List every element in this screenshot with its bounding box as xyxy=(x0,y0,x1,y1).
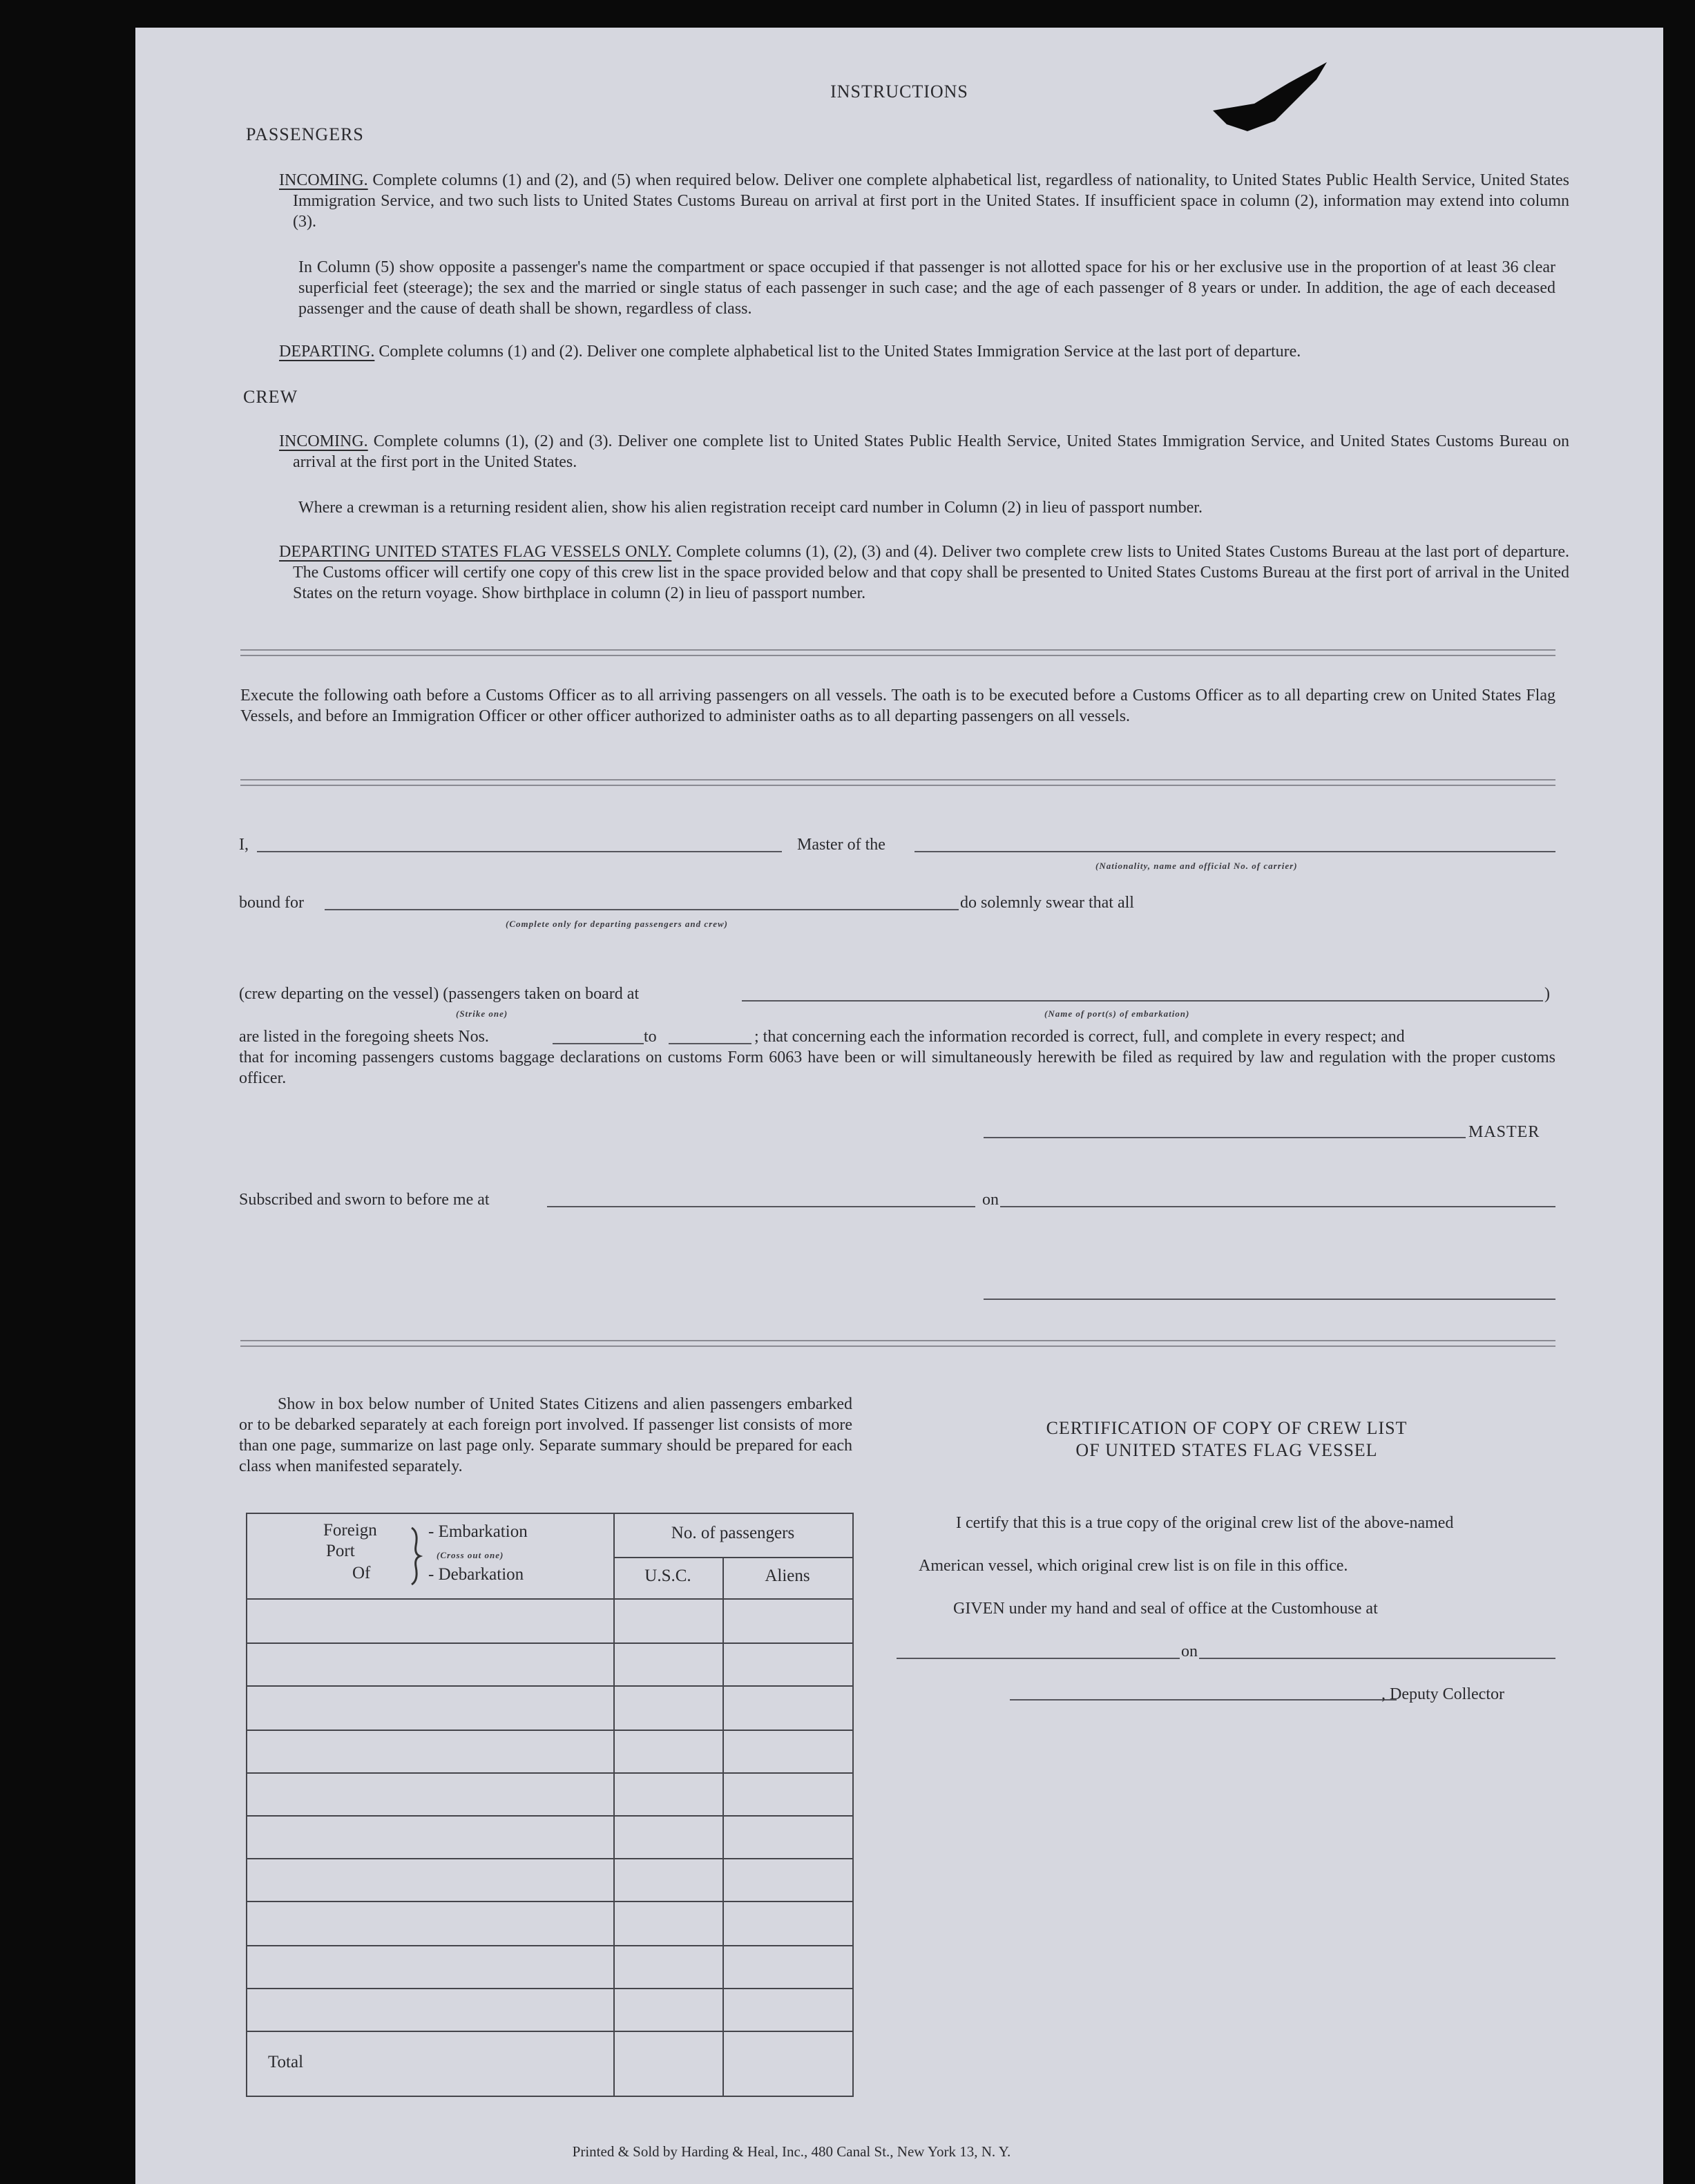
header-foreign: Foreign xyxy=(323,1521,377,1540)
certify-line-2: American vessel, which original crew list is on file in this office. xyxy=(919,1557,1348,1575)
nationality-caption: (Nationality, name and official No. of carrier) xyxy=(1095,861,1298,871)
given-text: GIVEN under my hand and seal of office at the Customhouse at xyxy=(953,1600,1378,1618)
master-name-field[interactable] xyxy=(257,851,782,852)
crew-passengers-text: (crew departing on the vessel) (passengers taken on board at xyxy=(239,985,640,1003)
master-signature-field[interactable] xyxy=(984,1137,1466,1138)
page-title: INSTRUCTIONS xyxy=(830,82,968,102)
crew-departing-label: DEPARTING UNITED STATES FLAG VESSELS ONLY. xyxy=(279,543,672,561)
header-port: Port xyxy=(326,1542,355,1560)
strike-one-caption: (Strike one) xyxy=(456,1008,508,1019)
table-row-line xyxy=(247,2031,852,2032)
table-row-line xyxy=(247,1815,852,1817)
crew-incoming-paragraph xyxy=(279,431,1569,472)
table-row-line xyxy=(247,1772,852,1774)
crew-incoming-text: Complete columns (1), (2) and (3). Deliver one complete list to United States Public Health Service, United States Immigration Service, and United States Customs Bureau on arrival at the first port in the United States. xyxy=(293,432,1569,471)
crew-departing-paragraph xyxy=(279,542,1569,604)
usc-header: U.S.C. xyxy=(644,1567,691,1585)
crew-crewman-paragraph: Where a crewman is a returning resident alien, show his alien registration receipt card number in Column (2) in lieu of passport number. xyxy=(298,499,1203,517)
certification-date-field[interactable] xyxy=(1199,1658,1555,1659)
sworn-place-field[interactable] xyxy=(547,1206,975,1207)
vessel-field[interactable] xyxy=(914,851,1555,852)
solemnly-swear-text: do solemnly swear that all xyxy=(960,894,1134,912)
debarkation-label: - Debarkation xyxy=(428,1565,524,1584)
listed-prefix: are listed in the foregoing sheets Nos. xyxy=(239,1028,489,1046)
sworn-date-field[interactable] xyxy=(1000,1206,1555,1207)
officer-signature-field[interactable] xyxy=(984,1299,1555,1300)
no-of-passengers-header: No. of passengers xyxy=(671,1524,795,1542)
printer-footer: Printed & Sold by Harding & Heal, Inc., 480 Canal St., New York 13, N. Y. xyxy=(572,2143,1011,2160)
table-row-line xyxy=(247,1901,852,1902)
certification-title-1: CERTIFICATION OF COPY OF CREW LIST xyxy=(1046,1418,1408,1438)
listed-to: to xyxy=(644,1028,657,1046)
oath-i-label: I, xyxy=(239,836,249,854)
aliens-header: Aliens xyxy=(765,1567,810,1585)
table-row-line xyxy=(247,1642,852,1644)
listed-suffix: ; that concerning each the information recorded is correct, full, and complete in every respect; and xyxy=(754,1028,1405,1046)
subscribed-label: Subscribed and sworn to before me at xyxy=(239,1191,490,1209)
embarkation-label: - Embarkation xyxy=(428,1522,528,1541)
passengers-departing-label: DEPARTING. xyxy=(279,343,375,361)
table-row-line xyxy=(247,1945,852,1946)
sworn-on-label: on xyxy=(982,1191,999,1209)
bound-for-field[interactable] xyxy=(325,909,959,910)
certification-on-label: on xyxy=(1181,1642,1198,1660)
oath-instructions: Execute the following oath before a Customs Officer as to all arriving passengers on all vessels. The oath is to be executed before a Customs Officer as to all departing crew on United States Flag Vessels, and before an Immigration Officer or other officer authorized to administer oaths as to all departing passengers on all vessels. xyxy=(240,687,1555,725)
table-row-line xyxy=(247,1598,852,1600)
bound-for-label: bound for xyxy=(239,894,304,912)
deputy-signature-field[interactable] xyxy=(1010,1699,1397,1701)
form-sheet xyxy=(135,28,1663,2184)
master-of-label: Master of the xyxy=(797,836,885,854)
sheet-to-field[interactable] xyxy=(669,1043,751,1044)
close-paren: ) xyxy=(1544,985,1550,1003)
table-divider xyxy=(613,1557,852,1558)
header-of: Of xyxy=(352,1564,371,1582)
passengers-heading: PASSENGERS xyxy=(246,124,364,144)
cross-out-caption: (Cross out one) xyxy=(437,1550,504,1560)
total-label: Total xyxy=(268,2053,304,2071)
table-row-line xyxy=(247,1858,852,1859)
crew-incoming-label: INCOMING. xyxy=(279,432,368,450)
certify-line-1: I certify that this is a true copy of the original crew list of the above-named xyxy=(956,1514,1454,1532)
section-divider xyxy=(240,779,1555,786)
complete-only-caption: (Complete only for departing passengers and crew) xyxy=(506,919,728,929)
section-divider xyxy=(240,1340,1555,1347)
table-divider xyxy=(722,1557,724,2096)
deputy-collector-label: , Deputy Collector xyxy=(1381,1685,1504,1703)
passengers-departing-paragraph xyxy=(279,341,1555,362)
table-row-line xyxy=(247,1730,852,1731)
sheet-from-field[interactable] xyxy=(553,1043,644,1044)
passengers-incoming-paragraph xyxy=(279,170,1569,232)
summary-instructions: Show in box below number of United States Citizens and alien passengers embarked or to be debarked separately at each foreign port involved. If passenger list consists of more than one page, summarize on last page only. Separate summary should be prepared for each class when manifested separately. xyxy=(239,1395,852,1475)
certification-title-2: OF UNITED STATES FLAG VESSEL xyxy=(1075,1440,1378,1460)
customhouse-field[interactable] xyxy=(897,1658,1180,1659)
brace-icon xyxy=(408,1525,424,1587)
passenger-summary-table xyxy=(246,1513,854,2097)
passengers-column5-paragraph: In Column (5) show opposite a passenger's name the compartment or space occupied if that passenger is not allotted space for his or her exclusive use in the proportion of at least 36 clear superficial feet (steerage); the sex and the married or single status of each passenger in such case; and the age of each passenger of 8 years or under. In addition, the age of each deceased passenger and the cause of death shall be shown, regardless of class. xyxy=(298,258,1555,318)
listed-rest: that for incoming passengers customs baggage declarations on customs Form 6063 have been or will simultaneously herewith be filed as required by law and regulation with the proper customs officer. xyxy=(239,1048,1555,1087)
passengers-incoming-text: Complete columns (1) and (2), and (5) when required below. Deliver one complete alphabetical list, regardless of nationality, to United States Public Health Service, United States Immigration Service, and two such lists to United States Customs Bureau on arrival at first port in the United States. If insufficient space in column (2), information may extend into column (3). xyxy=(293,171,1569,231)
master-signature-label: MASTER xyxy=(1468,1123,1540,1141)
crew-departing-text: Complete columns (1), (2), (3) and (4). Deliver two complete crew lists to United States Customs Bureau at the last port of departure. The Customs officer will certify one copy of this crew list in the space provided below and that copy shall be presented to United States Customs Bureau at the first port of arrival in the United States on the return voyage. Show birthplace in column (2) in lieu of passport number. xyxy=(293,543,1570,602)
passengers-incoming-label: INCOMING. xyxy=(279,171,368,189)
ports-caption: (Name of port(s) of embarkation) xyxy=(1044,1008,1190,1019)
crew-heading: CREW xyxy=(243,387,298,407)
passengers-departing-text: Complete columns (1) and (2). Deliver one complete alphabetical list to the United States Immigration Service at the last port of departure. xyxy=(379,343,1301,361)
embarkation-ports-field[interactable] xyxy=(742,1000,1543,1002)
table-divider xyxy=(613,1514,615,2096)
section-divider xyxy=(240,649,1555,656)
table-row-line xyxy=(247,1685,852,1687)
table-row-line xyxy=(247,1988,852,1989)
